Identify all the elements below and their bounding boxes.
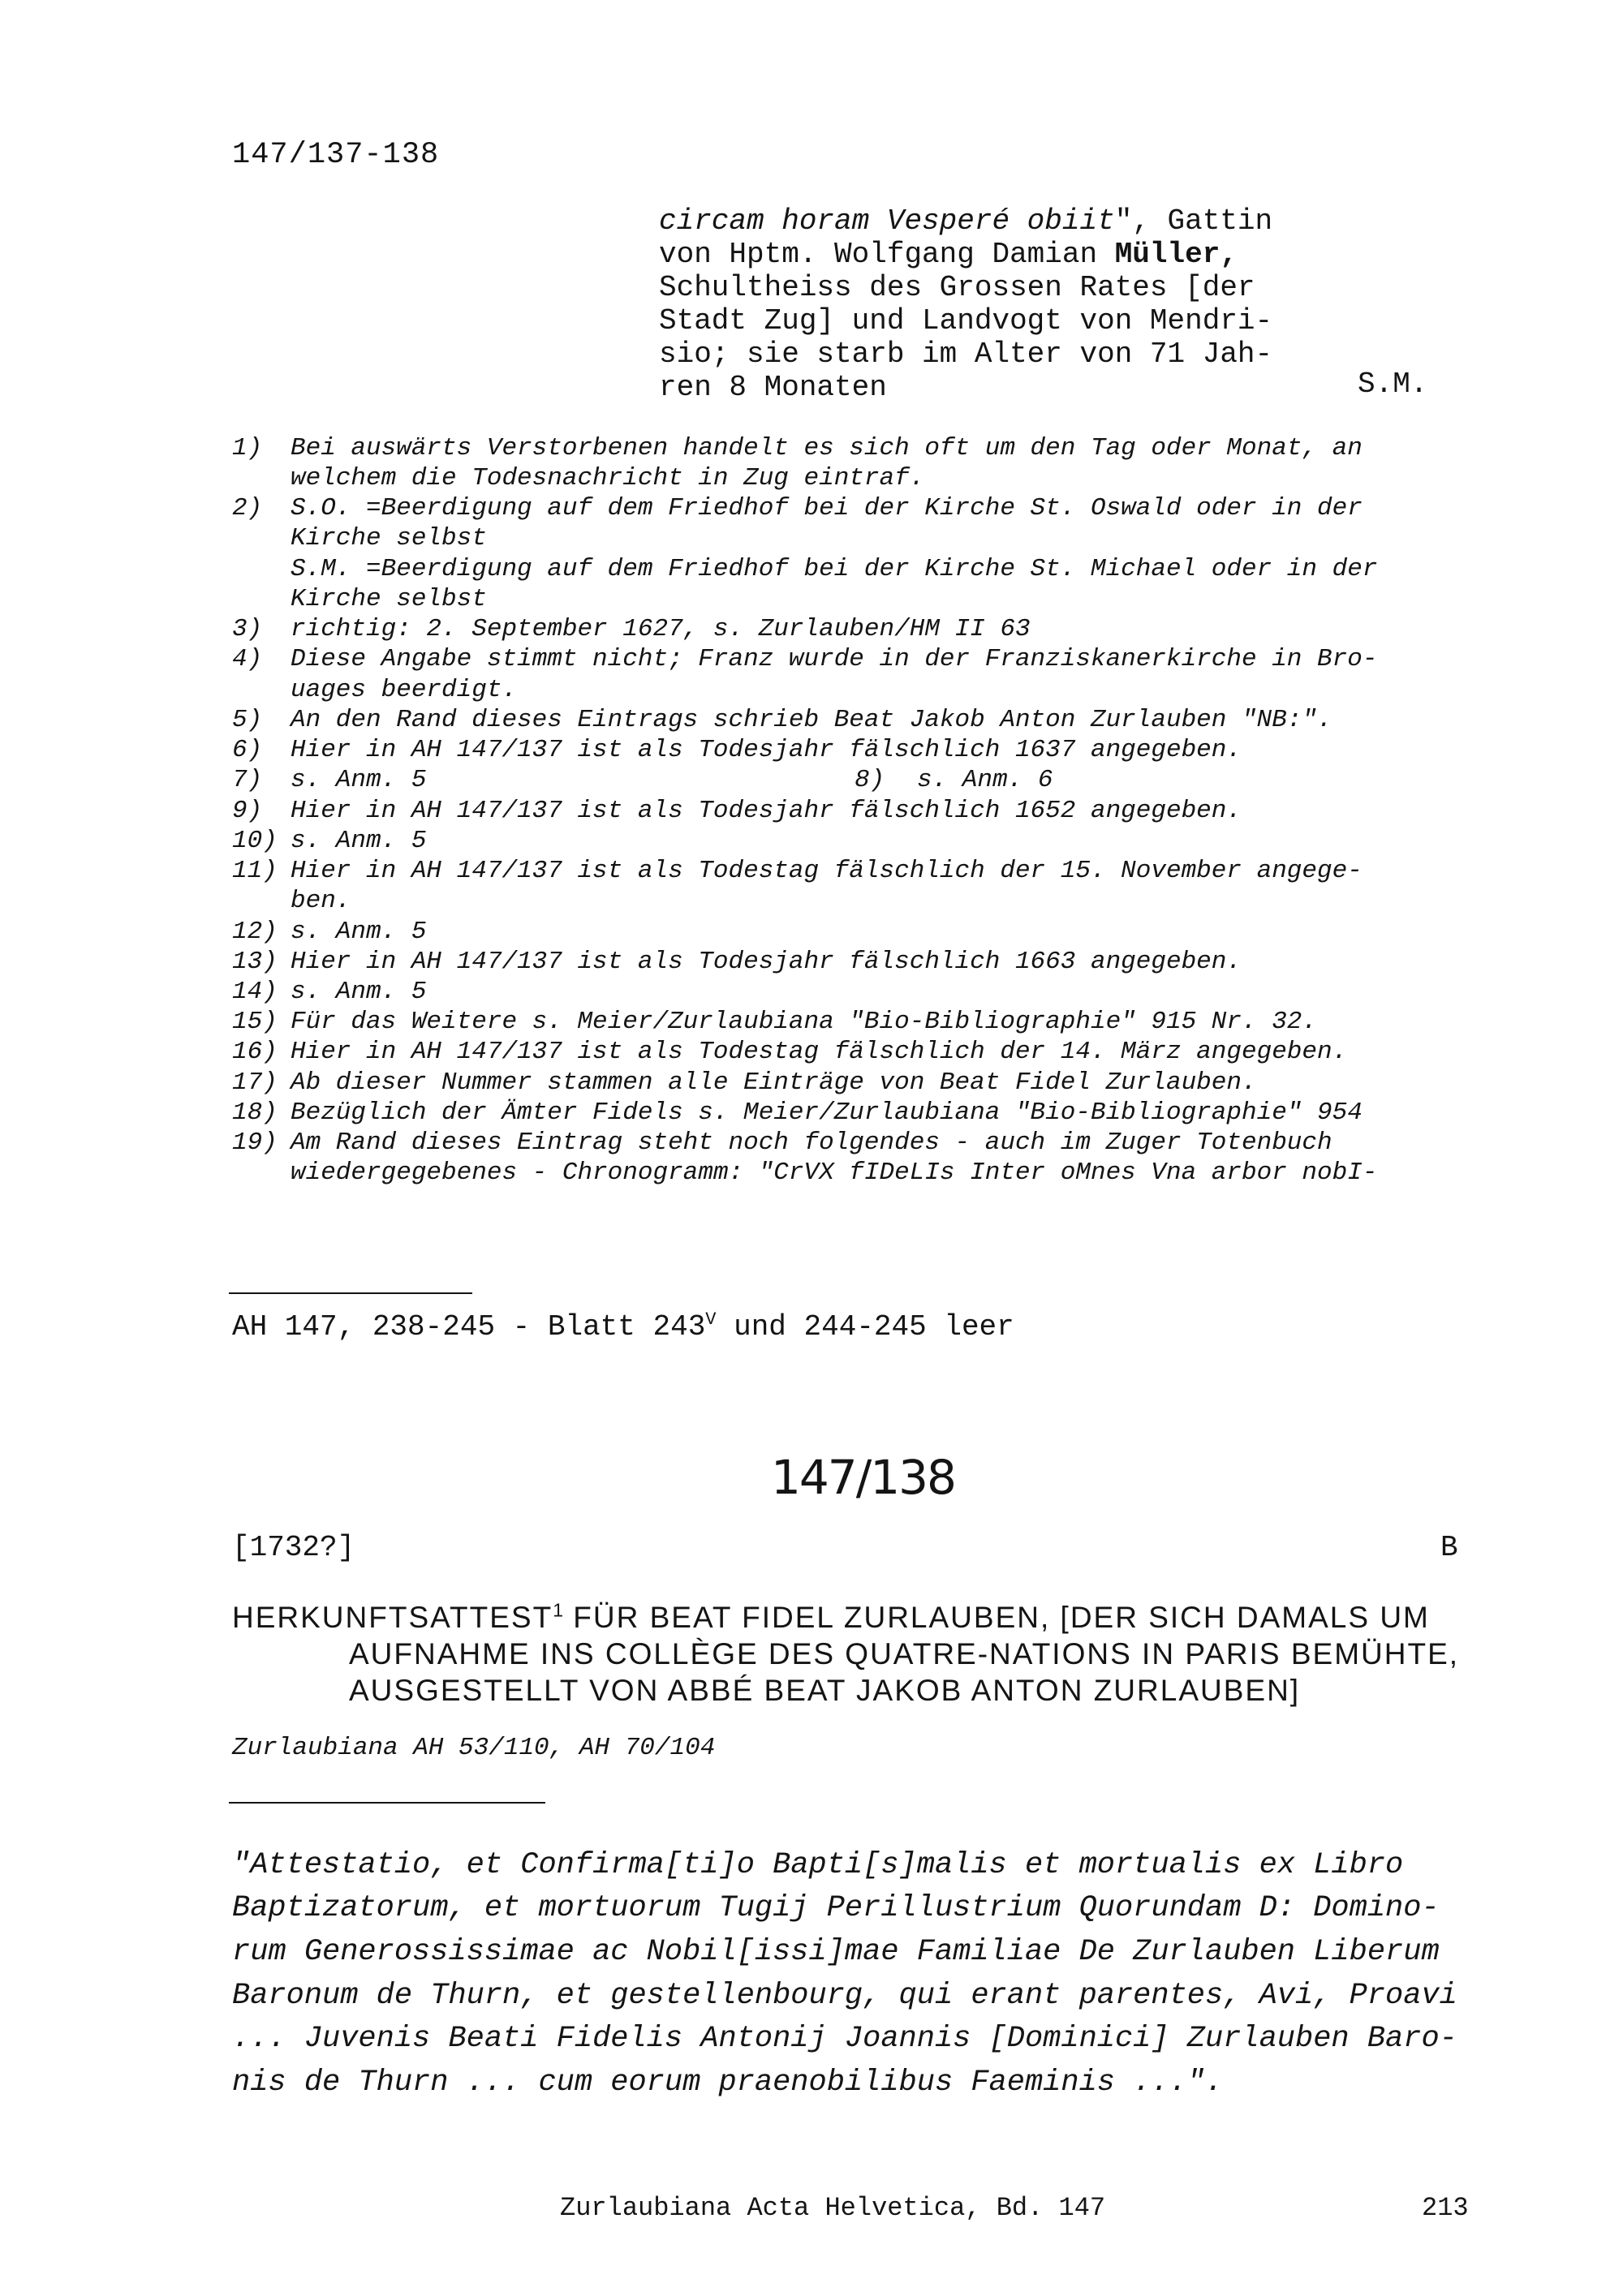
footnote-number: 18) [232, 1099, 278, 1127]
entry-line [659, 238, 1238, 271]
title-line [232, 1601, 1430, 1635]
footnote-number: 16) [232, 1038, 278, 1066]
footnote-number: 9) [232, 797, 263, 825]
burial-mark: S.M. [1358, 368, 1428, 401]
footnote-line: richtig: 2. September 1627, s. Zurlauben/HM II 63 [291, 615, 1031, 643]
quote-line: nis de Thurn ... cum eorum praenobilibus Faeminis ...". [232, 2066, 1224, 2100]
footnote-number: 15) [232, 1008, 278, 1036]
quote-line: Baptizatorum, et mortuorum Tugij Perillustrium Quorundam D: Domino- [232, 1891, 1440, 1925]
footnote-number: 7) [232, 766, 263, 794]
page-reference: 147/137-138 [232, 138, 440, 172]
footnote-line: Für das Weitere s. Meier/Zurlaubiana "Bio-Bibliographie" 915 Nr. 32. [291, 1008, 1318, 1036]
blank-pages-note [232, 1310, 1014, 1344]
footnote-number: 5) [232, 706, 263, 734]
entry-line: sio; sie starb im Alter von 71 Jah- [659, 338, 1273, 371]
footnote-number: 12) [232, 918, 278, 946]
entry-line: ren 8 Monaten [659, 371, 887, 404]
quote-line: ... Juvenis Beati Fidelis Antonij Joannis [Dominici] Zurlauben Baro- [232, 2022, 1457, 2056]
document-date: [1732?] [232, 1531, 355, 1564]
footnote-number: 17) [232, 1068, 278, 1097]
document-type-letter: B [1440, 1531, 1458, 1564]
footnote-number: 11) [232, 857, 278, 885]
title-text: FÜR BEAT FIDEL ZURLAUBEN, [DER SICH DAMALS UM [563, 1601, 1430, 1634]
footnote-line: s. Anm. 5 [291, 827, 427, 855]
footnote-number: 6) [232, 736, 263, 764]
footnote-number: 8) [855, 766, 885, 794]
entry-name-bold: Müller, [1114, 238, 1238, 271]
title-line: AUFNAHME INS COLLÈGE DES QUATRE-NATIONS IN PARIS BEMÜHTE, [349, 1637, 1460, 1670]
footnote-number: 10) [232, 827, 278, 855]
note-text: und 244-245 leer [716, 1310, 1014, 1344]
footnote-number: 3) [232, 615, 263, 643]
section-divider [229, 1802, 545, 1804]
footnote-line: S.M. =Beerdigung auf dem Friedhof bei der Kirche St. Michael oder in der [291, 555, 1378, 583]
footnote-line: Bei auswärts Verstorbenen handelt es sich oft um den Tag oder Monat, an [291, 434, 1363, 462]
footnote-number: 2) [232, 494, 263, 522]
footnote-line: s. Anm. 5 [291, 978, 427, 1006]
footnote-number: 14) [232, 978, 278, 1006]
footnote-line: s. Anm. 5 [291, 766, 427, 794]
entry-text: ", Gattin [1114, 204, 1273, 238]
quote-line: rum Generossissimae ac Nobil[issi]mae Familiae De Zurlauben Liberum [232, 1935, 1440, 1969]
note-text: AH 147, 238-245 - Blatt 243 [232, 1310, 706, 1344]
footnote-line: s. Anm. 6 [917, 766, 1053, 794]
footnote-line: Hier in AH 147/137 ist als Todestag fälschlich der 15. November angege- [291, 857, 1363, 885]
footnote-line: Hier in AH 147/137 ist als Todesjahr fälschlich 1637 angegeben. [291, 736, 1242, 764]
footnote-line: Hier in AH 147/137 ist als Todestag fälschlich der 14. März angegeben. [291, 1038, 1348, 1066]
entry-latin-phrase: circam horam Vesperé obiit [659, 204, 1115, 238]
footnote-number: 19) [232, 1129, 278, 1157]
document-number: 147/138 [771, 1450, 955, 1505]
footnote-line: ben. [291, 887, 351, 915]
footnote-line: uages beerdigt. [291, 676, 518, 704]
footnote-line: Hier in AH 147/137 ist als Todesjahr fälschlich 1663 angegeben. [291, 948, 1242, 976]
footnote-line: Bezüglich der Ämter Fidels s. Meier/Zurlaubiana "Bio-Bibliographie" 954 [291, 1099, 1363, 1127]
section-divider [229, 1292, 472, 1294]
footnote-line: Am Rand dieses Eintrag steht noch folgendes - auch im Zuger Totenbuch [291, 1129, 1332, 1157]
footnote-line: Diese Angabe stimmt nicht; Franz wurde in der Franziskanerkirche in Bro- [291, 645, 1378, 673]
footnote-line: Ab dieser Nummer stammen alle Einträge von Beat Fidel Zurlauben. [291, 1068, 1257, 1097]
verso-superscript: V [705, 1309, 717, 1330]
footnote-line: S.O. =Beerdigung auf dem Friedhof bei der Kirche St. Oswald oder in der [291, 494, 1363, 522]
footnote-line: Kirche selbst [291, 585, 487, 613]
footer-publication-title: Zurlaubiana Acta Helvetica, Bd. 147 [560, 2193, 1106, 2223]
source-citation: Zurlaubiana AH 53/110, AH 70/104 [232, 1734, 716, 1762]
footnote-line: Kirche selbst [291, 524, 487, 553]
footnote-line: welchem die Todesnachricht in Zug eintraf. [291, 464, 925, 492]
entry-line [659, 204, 1272, 238]
quote-line: "Attestatio, et Confirma[ti]o Bapti[s]malis et mortualis ex Libro [232, 1848, 1404, 1882]
footnote-number: 13) [232, 948, 278, 976]
footer-page-number: 213 [1422, 2193, 1469, 2223]
footnote-marker: 1 [553, 1599, 564, 1621]
entry-line: Schultheiss des Grossen Rates [der [659, 271, 1255, 304]
quote-line: Baronum de Thurn, et gestellenbourg, qui erant parentes, Avi, Proavi [232, 1979, 1457, 2013]
footnote-line: An den Rand dieses Eintrags schrieb Beat Jakob Anton Zurlauben "NB:". [291, 706, 1332, 734]
footnote-line: wiedergegebenes - Chronogramm: "CrVX fIDeLIs Inter oMnes Vna arbor nobI- [291, 1159, 1378, 1187]
footnote-line: s. Anm. 5 [291, 918, 427, 946]
title-text: HERKUNFTSATTEST [232, 1601, 553, 1634]
footnote-line: Hier in AH 147/137 ist als Todesjahr fälschlich 1652 angegeben. [291, 797, 1242, 825]
footnote-number: 1) [232, 434, 263, 462]
entry-text: von Hptm. Wolfgang Damian [659, 238, 1115, 271]
title-line: AUSGESTELLT VON ABBÉ BEAT JAKOB ANTON ZURLAUBEN] [349, 1674, 1301, 1707]
entry-line: Stadt Zug] und Landvogt von Mendri- [659, 304, 1273, 338]
footnote-number: 4) [232, 645, 263, 673]
